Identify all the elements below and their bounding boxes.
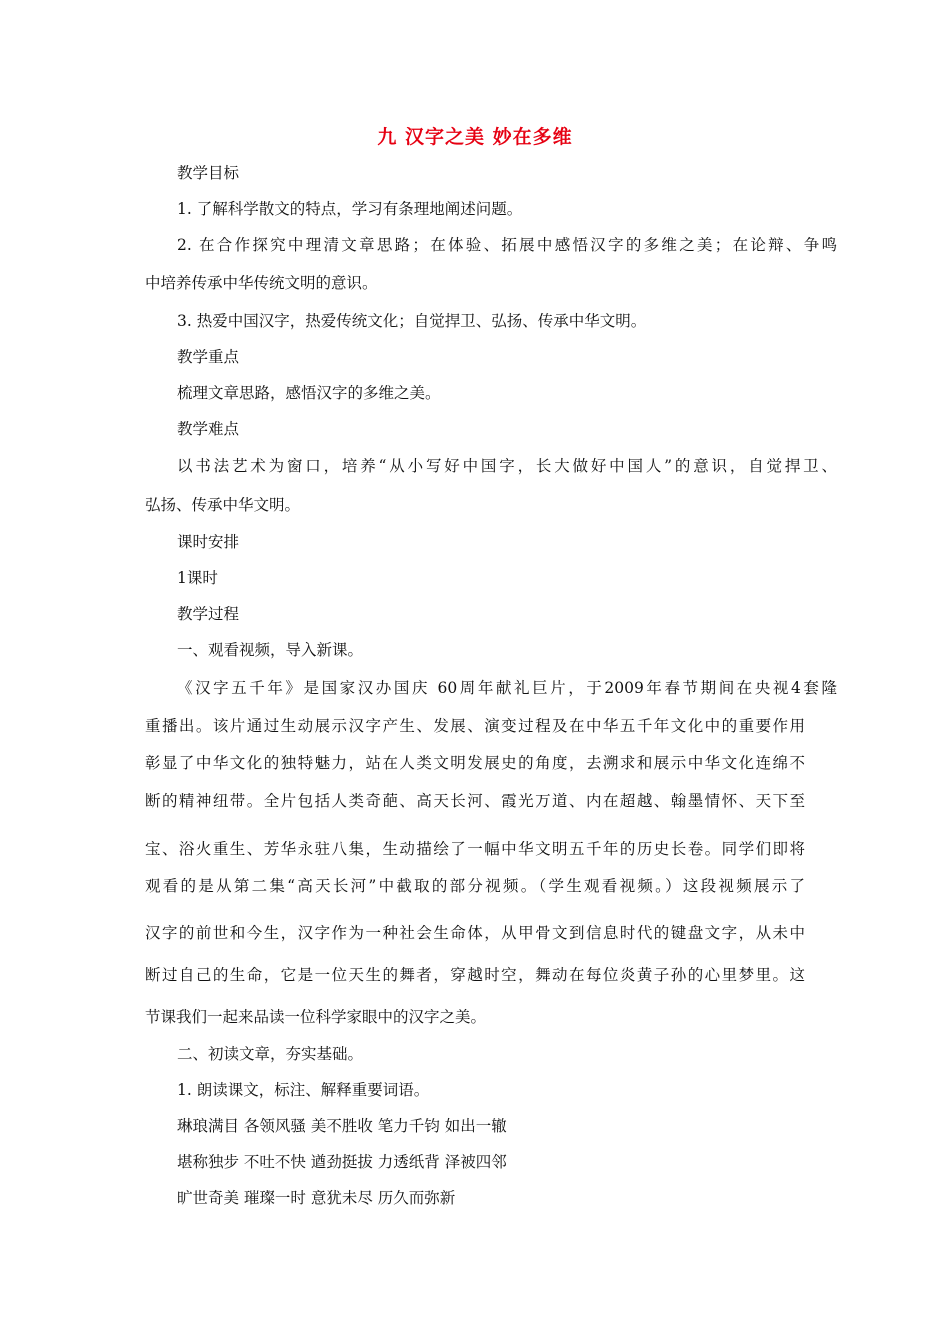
heading-key-points: 教学重点 <box>177 348 240 366</box>
paragraph-line: 断过自己的生命，它是一位天生的舞者，穿越时空，舞动在每位炎黄子孙的心里梦里。这 <box>145 966 805 984</box>
vocabulary-row: 堪称独步 不吐不快 遒劲挺拔 力透纸背 泽被四邻 <box>177 1153 507 1171</box>
paragraph-line: 观看的是从第二集“高天长河”中截取的部分视频。（学生观看视频。）这段视频展示了 <box>145 877 805 895</box>
difficulties-text-cont: 弘扬、传承中华文明。 <box>145 496 301 514</box>
paragraph-line: 重播出。该片通过生动展示汉字产生、发展、演变过程及在中华五千年文化中的重要作用 <box>145 717 805 735</box>
goal-item-3: 3. 热爱中国汉字，热爱传统文化；自觉捍卫、弘扬、传承中华文明。 <box>177 312 647 330</box>
paragraph-line: 彰显了中华文化的独特魅力，站在人类文明发展史的角度，去溯求和展示中华文化连绵不 <box>145 754 805 772</box>
paragraph-line: 《汉字五千年》是国家汉办国庆 60周年献礼巨片，于2009年春节期间在央视4套隆 <box>177 679 837 697</box>
goal-item-2: 2. 在合作探究中理清文章思路；在体验、拓展中感悟汉字的多维之美；在论辩、争鸣 <box>177 236 837 254</box>
paragraph-line: 断的精神纽带。全片包括人类奇葩、高天长河、霞光万道、内在超越、翰墨情怀、天下至 <box>145 792 805 810</box>
difficulties-text: 以书法艺术为窗口，培养“从小写好中国字，长大做好中国人”的意识，自觉捍卫、 <box>177 457 837 475</box>
goal-item-2-cont: 中培养传承中华传统文明的意识。 <box>145 274 378 292</box>
section-2-item-1: 1. 朗读课文，标注、解释重要词语。 <box>177 1081 430 1099</box>
paragraph-line: 宝、浴火重生、芳华永驻八集，生动描绘了一幅中华文明五千年的历史长卷。同学们即将 <box>145 840 805 858</box>
schedule-text: 1课时 <box>177 569 218 587</box>
heading-teaching-goals: 教学目标 <box>177 164 240 182</box>
paragraph-line: 节课我们一起来品读一位科学家眼中的汉字之美。 <box>145 1008 487 1026</box>
heading-process: 教学过程 <box>177 605 240 623</box>
key-points-text: 梳理文章思路，感悟汉字的多维之美。 <box>177 384 441 402</box>
section-2-heading: 二、初读文章，夯实基础。 <box>177 1045 364 1063</box>
vocabulary-row: 旷世奇美 璀璨一时 意犹未尽 历久而弥新 <box>177 1189 456 1207</box>
section-1-heading: 一、观看视频，导入新课。 <box>177 641 364 659</box>
goal-item-1: 1. 了解科学散文的特点，学习有条理地阐述问题。 <box>177 200 523 218</box>
vocabulary-row: 琳琅满目 各领风骚 美不胜收 笔力千钧 如出一辙 <box>177 1117 507 1135</box>
paragraph-line: 汉字的前世和今生，汉字作为一种社会生命体，从甲骨文到信息时代的键盘文字，从未中 <box>145 924 805 942</box>
page-title: 九 汉字之美 妙在多维 <box>377 126 573 148</box>
heading-schedule: 课时安排 <box>177 533 240 551</box>
heading-difficulties: 教学难点 <box>177 420 240 438</box>
